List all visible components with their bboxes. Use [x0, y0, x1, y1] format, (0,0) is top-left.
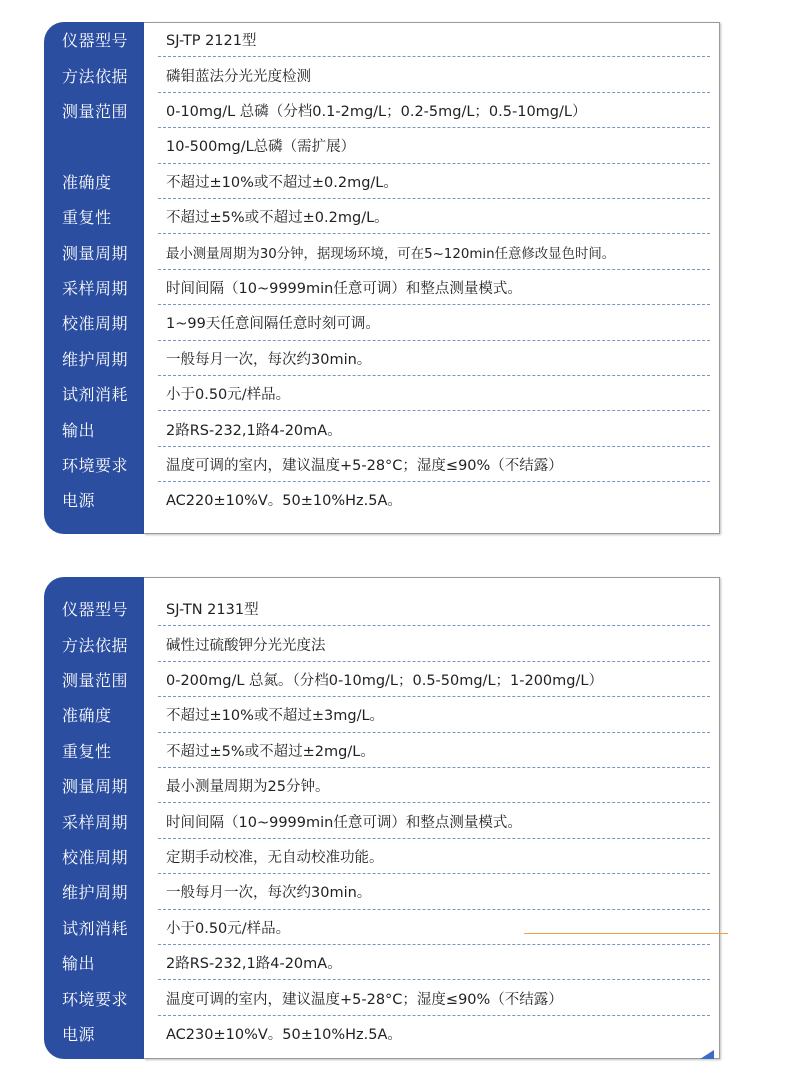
row-value: 不超过±10%或不超过±0.2mg/L。 — [166, 174, 398, 191]
row-label: 试剂消耗 — [62, 918, 129, 938]
row-value: 时间间隔（10~9999min任意可调）和整点测量模式。 — [166, 814, 522, 831]
row-value: AC230±10%V。50±10%Hz.5A。 — [166, 1026, 402, 1043]
table-row — [44, 199, 720, 234]
row-value: 0-200mg/L 总氮。（分档0-10mg/L；0.5-50mg/L；1-200mg/L） — [166, 672, 603, 689]
row-value: 温度可调的室内，建议温度+5-28°C；湿度≤90%（不结露） — [166, 991, 563, 1008]
table-row — [44, 910, 720, 945]
row-label: 试剂消耗 — [62, 385, 129, 405]
table-row — [44, 411, 720, 446]
table-row — [44, 482, 720, 517]
row-label: 电源 — [62, 491, 96, 511]
table-row — [44, 874, 720, 909]
row-label: 方法依据 — [62, 66, 129, 86]
row-value: 不超过±5%或不超过±2mg/L。 — [166, 743, 375, 760]
row-value: 时间间隔（10~9999min任意可调）和整点测量模式。 — [166, 280, 522, 297]
row-value: 1~99天任意间隔任意时刻可调。 — [166, 316, 380, 333]
table-row — [44, 945, 720, 980]
row-label: 环境要求 — [62, 989, 129, 1009]
row-value: 最小测量周期为30分钟，据现场环境，可在5~120min任意修改显色时间。 — [166, 246, 616, 262]
row-value: 不超过±5%或不超过±0.2mg/L。 — [166, 210, 389, 227]
row-label: 维护周期 — [62, 883, 129, 903]
row-value: 一般每月一次，每次约30min。 — [166, 885, 372, 902]
row-value: SJ-TP 2121型 — [166, 33, 257, 50]
row-label — [44, 128, 144, 163]
row-label: 维护周期 — [62, 349, 129, 369]
table-row — [44, 164, 720, 199]
row-label: 环境要求 — [62, 455, 129, 475]
table-row — [44, 341, 720, 376]
table-row — [44, 591, 720, 626]
row-value: SJ-TN 2131型 — [166, 602, 259, 619]
row-label: 方法依据 — [62, 635, 129, 655]
row-value: AC220±10%V。50±10%Hz.5A。 — [166, 493, 402, 510]
row-value: 小于0.50元/样品。 — [166, 920, 291, 937]
spec-table-tn — [44, 577, 720, 1059]
row-value: 2路RS-232,1路4-20mA。 — [166, 956, 342, 973]
row-label: 重复性 — [62, 741, 112, 761]
row-label: 准确度 — [62, 706, 112, 726]
row-label: 重复性 — [62, 208, 112, 228]
row-label: 校准周期 — [62, 314, 129, 334]
row-value: 碱性过硫酸钾分光光度法 — [166, 637, 326, 654]
table-row — [44, 128, 720, 163]
table-row — [44, 803, 720, 838]
table-row — [44, 57, 720, 92]
row-value: 10-500mg/L总磷（需扩展） — [166, 139, 356, 156]
row-label: 采样周期 — [62, 278, 129, 298]
row-label: 测量范围 — [62, 101, 129, 121]
row-label: 采样周期 — [62, 812, 129, 832]
row-value: 定期手动校准，无自动校准功能。 — [166, 849, 384, 866]
row-value: 0-10mg/L 总磷（分档0.1-2mg/L；0.2-5mg/L；0.5-10mg/L） — [166, 103, 587, 120]
table-row — [44, 733, 720, 768]
row-value: 温度可调的室内，建议温度+5-28°C；湿度≤90%（不结露） — [166, 457, 563, 474]
table-row — [44, 270, 720, 305]
row-value: 2路RS-232,1路4-20mA。 — [166, 422, 342, 439]
table-row — [44, 234, 720, 269]
row-label: 测量周期 — [62, 777, 129, 797]
row-label: 仪器型号 — [62, 31, 129, 51]
table-row — [44, 839, 720, 874]
table-row — [44, 626, 720, 661]
row-label: 测量范围 — [62, 670, 129, 690]
accent-line — [524, 933, 728, 934]
row-label: 仪器型号 — [62, 600, 129, 620]
table-row — [44, 93, 720, 128]
row-label: 准确度 — [62, 172, 112, 192]
row-label: 电源 — [62, 1024, 96, 1044]
row-value: 不超过±10%或不超过±3mg/L。 — [166, 708, 385, 725]
corner-triangle — [700, 1050, 714, 1059]
table-row — [44, 768, 720, 803]
row-label: 输出 — [62, 954, 96, 974]
row-label: 校准周期 — [62, 847, 129, 867]
row-value: 最小测量周期为25分钟。 — [166, 779, 330, 796]
row-value: 磷钼蓝法分光光度检测 — [166, 68, 311, 85]
table-row — [44, 1016, 720, 1051]
row-value: 小于0.50元/样品。 — [166, 387, 291, 404]
table-row — [44, 980, 720, 1015]
table-row — [44, 376, 720, 411]
table-row — [44, 697, 720, 732]
table-row — [44, 447, 720, 482]
row-label: 输出 — [62, 420, 96, 440]
row-value: 一般每月一次，每次约30min。 — [166, 351, 372, 368]
table-row — [44, 662, 720, 697]
table-row — [44, 305, 720, 340]
table-row — [44, 22, 720, 57]
spec-table-tp — [44, 22, 720, 534]
row-label: 测量周期 — [62, 243, 129, 263]
